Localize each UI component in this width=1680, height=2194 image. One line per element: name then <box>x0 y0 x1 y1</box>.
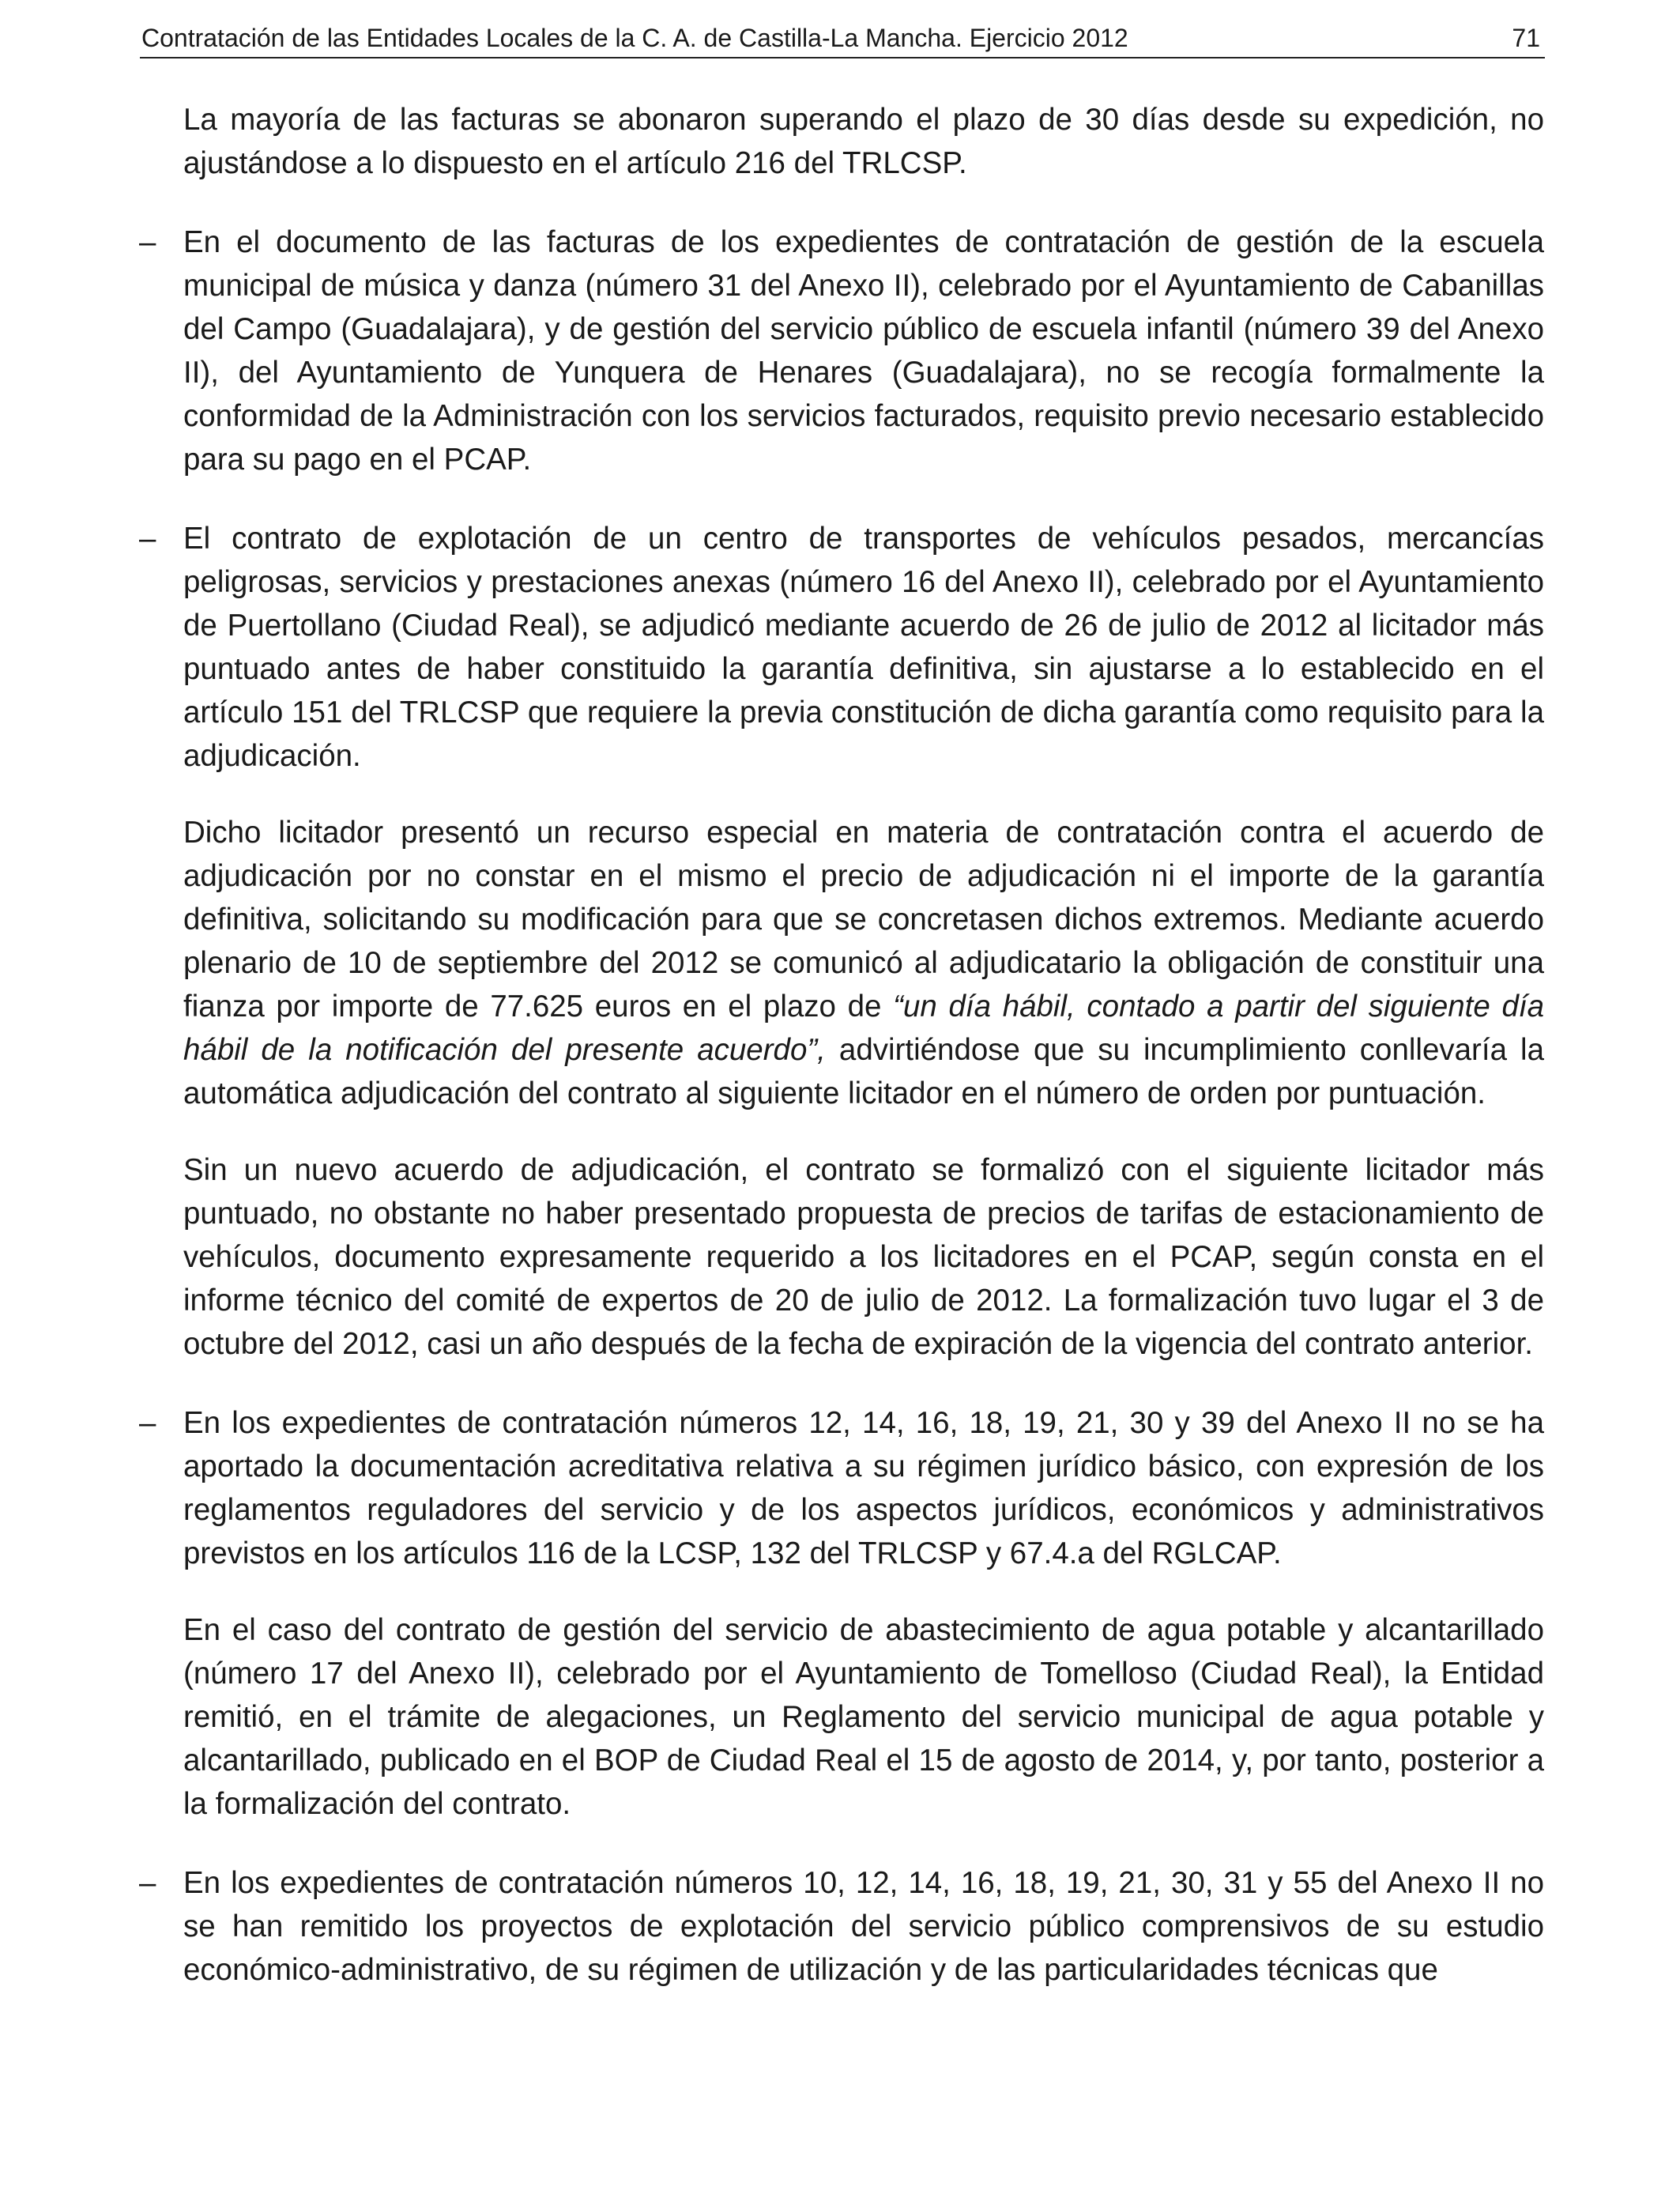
bullet-dash: – <box>139 1866 156 1900</box>
list-item-projects <box>139 1861 1544 1992</box>
header-title: Contratación de las Entidades Locales de la C. A. de Castilla-La Mancha. Ejercicio 2012 <box>141 24 1128 52</box>
page-number: 71 <box>1512 24 1540 52</box>
paragraph-text: advirtiéndose que su incumplimiento conllevaría la automática adjudicación del contrato al siguiente licitador en el número de orden por puntuación. <box>183 1033 1544 1110</box>
paragraph-formalization: Sin un nuevo acuerdo de adjudicación, el contrato se formalizó con el siguiente licitador más puntuado, no obstante no haber presentado propuesta de precios de tarifas de estacionamiento de vehículos, documento expresamente requerido a los licitadores en el PCAP, según consta en el informe técnico del comité de expertos de 20 de julio de 2012. La formalización tuvo lugar el 3 de octubre del 2012, casi un año después de la fecha de expiración de la vigencia del contrato anterior. <box>183 1153 1544 1361</box>
quoted-text: “un día hábil, contado a partir del siguiente día hábil de la notificación del presente acuerdo”, <box>183 990 1544 1067</box>
bullet-dash: – <box>139 522 156 556</box>
list-item-text: El contrato de explotación de un centro de transportes de vehículos pesados, mercancías peligrosas, servicios y prestaciones anexas (número 16 del Anexo II), celebrado por el Ayuntamiento de Puertollano (Ciudad Real), se adjudicó mediante acuerdo de 26 de julio de 2012 al licitador más puntuado antes de haber constituido la garantía definitiva, sin ajustarse a lo establecido en el artículo 151 del TRLCSP que requiere la previa constitución de dicha garantía como requisito para la adjudicación. <box>183 522 1544 773</box>
list-item-legal-regime <box>139 1401 1544 1575</box>
list-item-text: En los expedientes de contratación números 12, 14, 16, 18, 19, 21, 30 y 39 del Anexo II no se ha aportado la documentación acreditativa relativa a su régimen jurídico básico, con expresión de los reglamentos reguladores del servicio y de los aspectos jurídicos, económicos y administrativos previstos en los artículos 116 de la LCSP, 132 del TRLCSP y 67.4.a del RGLCAP. <box>183 1406 1544 1570</box>
bullet-dash: – <box>139 1406 156 1440</box>
bullet-dash: – <box>139 225 156 259</box>
document-body <box>139 98 1544 1992</box>
paragraph-text: Dicho licitador presentó un recurso especial en materia de contratación contra el acuerdo de adjudicación por no constar en el mismo el precio de adjudicación ni el importe de la garantía definitiva, solicitando su modificación para que se concretasen dichos extremos. Mediante acuerdo plenario de 10 de septiembre del 2012 se comunicó al adjudicatario la obligación de constituir una fianza por importe de 77.625 euros en el plazo de <box>183 816 1544 1023</box>
list-item-text: En los expedientes de contratación números 10, 12, 14, 16, 18, 19, 21, 30, 31 y 55 del Anexo II no se han remitido los proyectos de explotación del servicio público comprensivos de su estudio económico-administrativo, de su régimen de utilización y de las particularidades técnicas que <box>183 1866 1544 1987</box>
list-item-puertollano <box>139 517 1544 778</box>
list-item-invoices <box>139 221 1544 481</box>
intro-paragraph: La mayoría de las facturas se abonaron superando el plazo de 30 días desde su expedición, no ajustándose a lo dispuesto en el artículo 216 del TRLCSP. <box>183 103 1544 180</box>
paragraph-tomelloso: En el caso del contrato de gestión del servicio de abastecimiento de agua potable y alcantarillado (número 17 del Anexo II), celebrado por el Ayuntamiento de Tomelloso (Ciudad Real), la Entidad remitió, en el trámite de alegaciones, un Reglamento del servicio municipal de agua potable y alcantarillado, publicado en el BOP de Ciudad Real el 15 de agosto de 2014, y, por tanto, posterior a la formalización del contrato. <box>183 1613 1544 1821</box>
running-header <box>140 22 1545 58</box>
paragraph-appeal <box>183 811 1544 1115</box>
list-item-text: En el documento de las facturas de los expedientes de contratación de gestión de la escuela municipal de música y danza (número 31 del Anexo II), celebrado por el Ayuntamiento de Cabanillas del Campo (Guadalajara), y de gestión del servicio público de escuela infantil (número 39 del Anexo II), del Ayuntamiento de Yunquera de Henares (Guadalajara), no se recogía formalmente la conformidad de la Administración con los servicios facturados, requisito previo necesario establecido para su pago en el PCAP. <box>183 225 1544 477</box>
